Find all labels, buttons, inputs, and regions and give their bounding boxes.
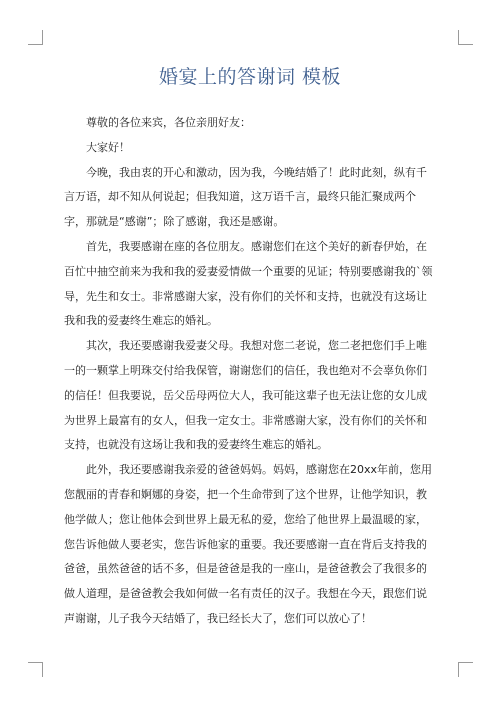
paragraph-opening: 今晚，我由衷的开心和激动，因为我，今晚结婚了！此时此刻，纵有千言万语，却不知从何说起；但我知道，这万语千言，最终只能汇聚成两个字，那就是“感谢”；除了感谢，我还是感谢。	[64, 165, 427, 229]
crop-mark-bottom-left	[28, 662, 43, 677]
crop-mark-top-left	[28, 30, 43, 45]
paragraph-greeting: 大家好！	[86, 140, 130, 154]
paragraph-salutation: 尊敬的各位来宾，各位亲朋好友：	[86, 116, 251, 129]
document-title: 婚宴上的答谢词 模板	[158, 66, 342, 88]
crop-mark-top-right	[458, 30, 473, 45]
paragraph-thanks-friends: 首先，我要感谢在座的各位朋友。感谢您们在这个美好的新春伊始，在百忙中抽空前来为我和我的爱妻爱情做一个重要的见证；特别要感谢我的`领导，先生和女士。非常感谢大家，没有你们的关怀和支持，也就没有这场让我和我的爱妻终生难忘的婚礼。	[64, 239, 433, 328]
paragraph-thanks-in-laws: 其次，我还要感谢我爱妻父母。我想对您二老说，您二老把您们手上唯一的一颗掌上明珠交付给我保管，谢谢您们的信任，我也绝对不会辜负你们的信任！但我要说，岳父岳母两位大人，我可能这辈子也无法让您的女儿成为世界上最富有的女人，但我一定女士。非常感谢大家，没有你们的关怀和支持，也就没有这场让我和我的爱妻终生难忘的婚礼。	[64, 339, 427, 452]
paragraph-thanks-parents: 此外，我还要感谢我亲爱的爸爸妈妈。妈妈，感谢您在20xx年前，您用您靓丽的青春和婀娜的身姿，把一个生命带到了这个世界，让他学知识，教他学做人；您让他体会到世界上最无私的爱，您给了他世界上最温暖的家，您告诉他做人要老实，您告诉他家的重要。我还要感谢一直在背后支持我的爸爸，虽然爸爸的话不多，但是爸爸是我的一座山，是爸爸教会了我很多的做人道理，是爸爸教会我如何做一名有责任的汉子。我想在今天，跟您们说声谢谢，儿子我今天结婚了，我已经长大了，您们可以放心了！	[64, 463, 433, 625]
document-body	[64, 111, 436, 632]
crop-mark-bottom-right	[458, 662, 473, 677]
